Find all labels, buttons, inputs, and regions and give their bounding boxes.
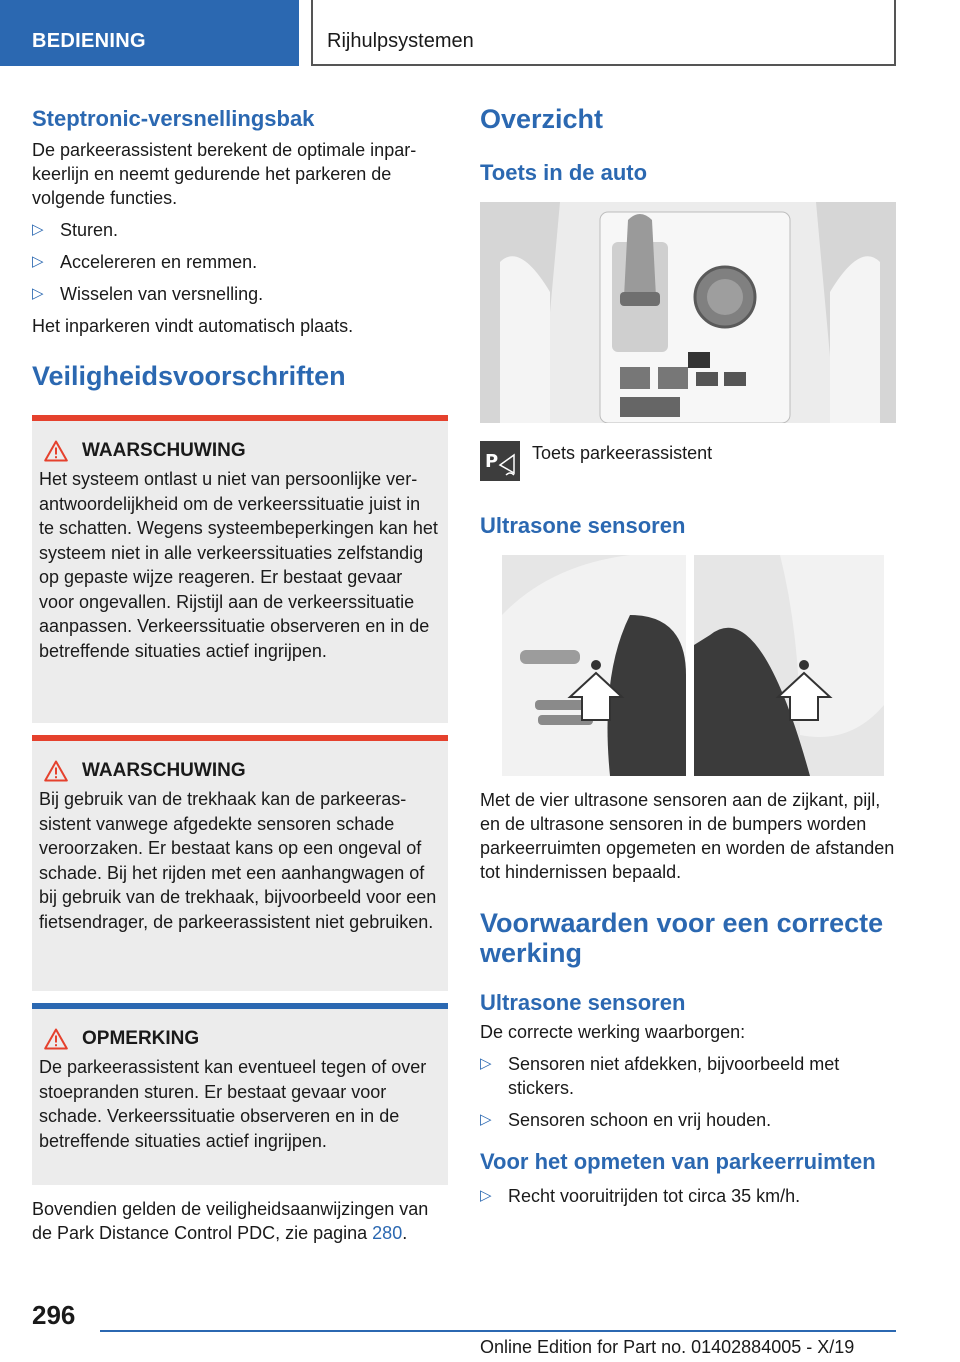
cond-sensors-list [480, 1052, 896, 1132]
steptronic-list [32, 218, 448, 306]
console-photo [480, 202, 896, 423]
park-assist-icon [480, 441, 520, 481]
warning-title: WAARSCHUWING [39, 439, 440, 463]
page-number: 296 [32, 1300, 76, 1330]
notice-text: De parkeerassistent kan eventueel tegen of over stoepranden sturen. Er bestaat gevaar voor schade. Verkeerssituatie observeren en in de betreffende situaties actief ingrijpen. [39, 1057, 427, 1151]
steptronic-intro: De parkeerassistent berekent de optimale inparkeerlijn en neemt gedurende het parkeren de volgende functies. [32, 140, 417, 208]
steptronic-heading: Steptronic-versnellingsbak [32, 106, 315, 131]
triangle-bullet-icon: ▷ [480, 1055, 492, 1072]
list-item: ▷ Sturen. [32, 220, 119, 240]
triangle-bullet-icon: ▷ [480, 1111, 492, 1128]
safety-heading: Veiligheidsvoorschriften [32, 361, 346, 391]
conditions-heading: Voorwaarden voor een correcte werking [480, 908, 884, 968]
right-column [480, 100, 896, 1208]
warning-triangle-icon [44, 760, 68, 782]
list-item: ▷ Sensoren schoon en vrij houden. [480, 1110, 772, 1130]
cond-sensors-intro: De correcte werking waarborgen: [480, 1022, 746, 1042]
list-item: ▷ Accelereren en remmen. [32, 252, 258, 272]
warning-text: Het systeem ontlast u niet van persoonlijke verantwoordelijkheid om de verkeerssituatie juist in te schatten. Wegens systeembeperkingen kan het systeem niet in alle verkeerssituaties zelfstandig op gepaste wijze reageren. Er bestaat gevaar voor ongevallen. Rijstijl aan de verkeerssituatie aanpassen. Verkeerssituatie observeren en in de betreffende situaties actief ingrijpen. [39, 469, 438, 661]
warning-triangle-icon [44, 440, 68, 462]
chapter-tab [311, 0, 896, 66]
triangle-bullet-icon: ▷ [32, 285, 44, 302]
section-tab [0, 0, 299, 66]
measure-list [480, 1184, 896, 1208]
car-sensor-image [480, 555, 896, 776]
triangle-bullet-icon: ▷ [32, 253, 44, 270]
center-console-image [480, 202, 896, 423]
sensors-photo [480, 555, 896, 776]
button-heading: Toets in de auto [480, 160, 648, 185]
sensors-heading: Ultrasone sensoren [480, 513, 686, 538]
overview-heading: Overzicht [480, 104, 604, 134]
edition-footer: Online Edition for Part no. 01402884005 - X/19 [480, 1337, 855, 1357]
triangle-bullet-icon: ▷ [32, 221, 44, 238]
warning-title: WAARSCHUWING [39, 759, 440, 783]
measure-heading: Voor het opmeten van parkeerruimten [480, 1149, 876, 1174]
page-reference-link[interactable]: 280 [372, 1223, 403, 1243]
notice-triangle-icon [44, 1028, 68, 1050]
footer-divider [100, 1330, 896, 1332]
section-label: BEDIENING [32, 30, 146, 52]
left-column [32, 100, 448, 1245]
button-caption: Toets parkeerassistent [532, 443, 713, 463]
list-item: ▷ Wisselen van versnelling. [32, 284, 264, 304]
notice-box [32, 1003, 448, 1185]
warning-text: Bij gebruik van de trekhaak kan de parkeerassistent vanwege afgedekte sensoren schade veroorzaken. Er bestaat kans op een ongeval of schade. Bij het rijden met een aanhangwagen of bij gebruik van de trekhaak, bijvoorbeeld voor een fietsendrager, de parkeerassistent niet gebruiken. [39, 789, 437, 932]
sensors-text: Met de vier ultrasone sensoren aan de zijkant, pijl, en de ultrasone sensoren in de bumpers worden parkeerruimten opgemeten en worden de afstanden tot hindernissen bepaald. [480, 790, 895, 882]
list-item: ▷ Sensoren niet afdekken, bijvoorbeeld met stickers. [480, 1054, 840, 1098]
button-caption-row [480, 441, 896, 481]
closing-text: Bovendien gelden de veiligheidsaanwijzingen van de Park Distance Control PDC, zie pagina 280. [32, 1199, 429, 1243]
warning-box-1 [32, 415, 448, 723]
notice-title: OPMERKING [39, 1027, 440, 1051]
svg-text:P: P [485, 451, 499, 472]
triangle-bullet-icon: ▷ [480, 1187, 492, 1204]
chapter-label: Rijhulpsystemen [327, 30, 474, 52]
steptronic-outro: Het inparkeren vindt automatisch plaats. [32, 316, 354, 336]
cond-sensors-heading: Ultrasone sensoren [480, 990, 686, 1015]
list-item: ▷ Recht vooruitrijden tot circa 35 km/h. [480, 1186, 801, 1206]
warning-box-2 [32, 735, 448, 991]
